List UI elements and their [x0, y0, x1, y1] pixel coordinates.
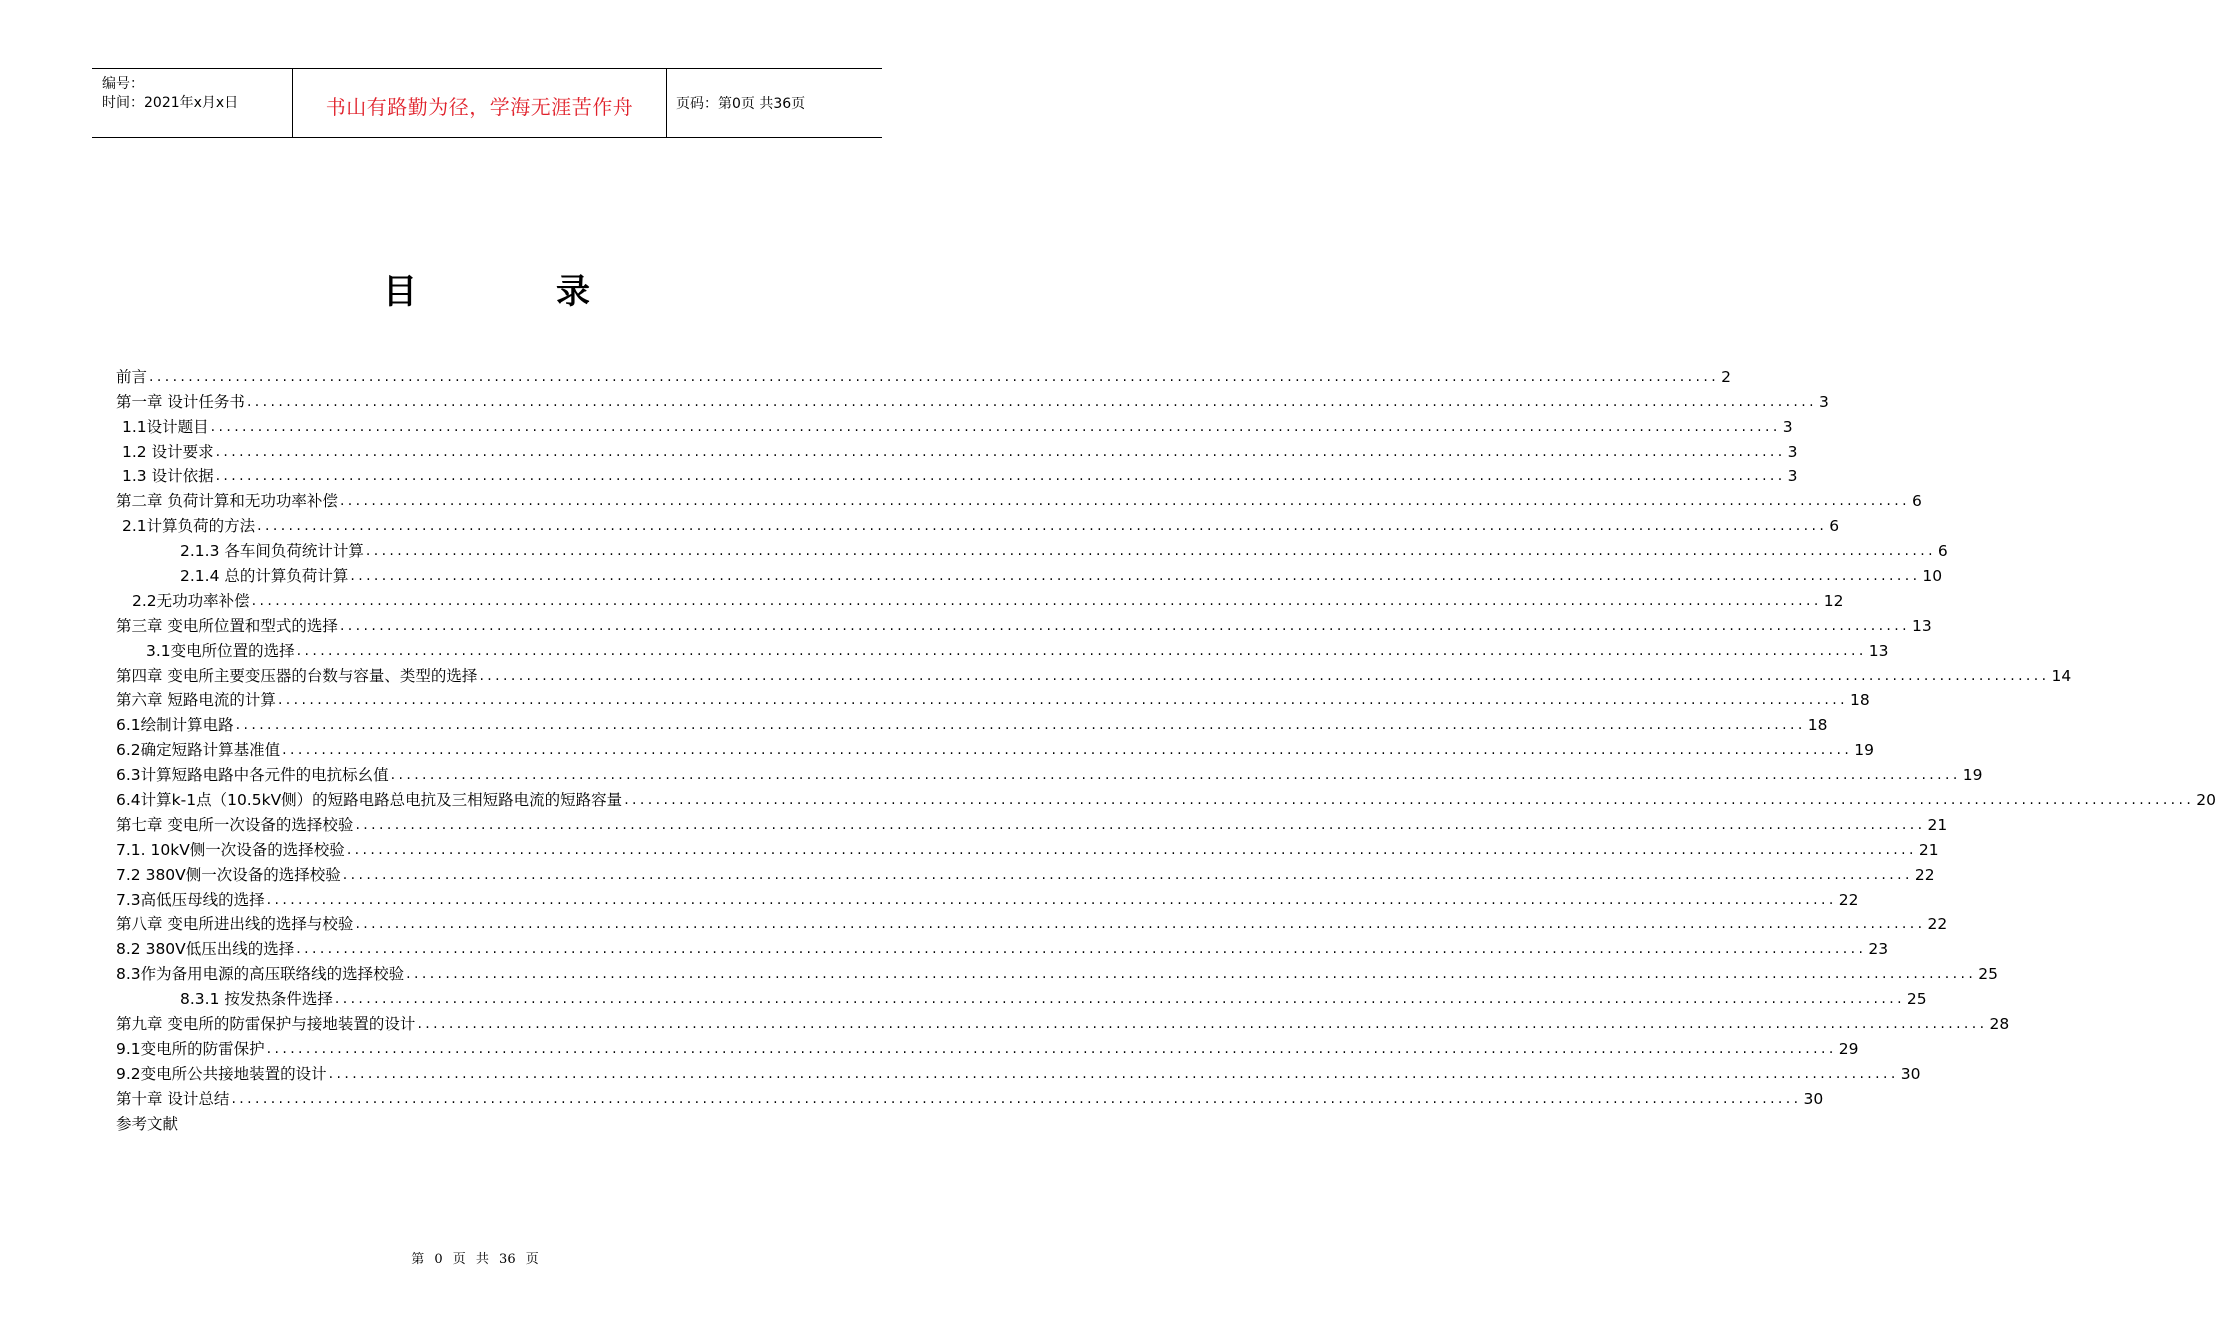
toc-leader-dots: ........................................................................................................................................................................................................ — [257, 518, 1828, 535]
toc-entry-title: 6.2确定短路计算基准值 — [116, 741, 281, 760]
title-char-2: 录 — [556, 272, 590, 312]
toc-entry-title: 前言 — [116, 367, 148, 386]
toc-entry[interactable] — [116, 984, 1927, 1009]
toc-page-number: 2 — [1721, 367, 1731, 386]
toc-entry-title: 6.1绘制计算电路 — [116, 716, 234, 735]
toc-entry-title: 第二章 负荷计算和无功功率补偿 — [116, 492, 338, 511]
toc-leader-dots: ........................................................................................................................................................................................................ — [346, 841, 1917, 858]
toc-entry-title: 1.3 设计依据 — [122, 467, 214, 486]
toc-entry[interactable] — [116, 462, 1798, 487]
toc-entry[interactable] — [116, 1009, 2010, 1034]
toc-page-number: 22 — [1927, 915, 1948, 934]
toc-page-number: 21 — [1927, 815, 1948, 834]
toc-entry-title: 第一章 设计任务书 — [116, 392, 245, 411]
toc-entry-title: 6.3计算短路电路中各元件的电抗标幺值 — [116, 766, 389, 785]
toc-page-number: 29 — [1838, 1039, 1859, 1058]
toc-page-number: 25 — [1978, 965, 1998, 984]
toc-leader-dots: ........................................................................................................................................................................................................ — [266, 1040, 1837, 1057]
toc-entry-title: 2.1.3 各车间负荷统计计算 — [180, 542, 364, 561]
toc-entry-title: 2.2无功功率补偿 — [132, 591, 250, 610]
toc-page-number: 30 — [1900, 1064, 1921, 1083]
toc-leader-dots: ........................................................................................................................................................................................................ — [479, 667, 2050, 684]
toc-entry-title: 第八章 变电所进出线的选择与校验 — [116, 915, 354, 934]
toc-leader-dots: ........................................................................................................................................................................................................ — [390, 767, 1961, 784]
toc-leader-dots: ........................................................................................................................................................................................................ — [355, 816, 1926, 833]
page-header — [92, 68, 882, 138]
toc-leader-dots: ........................................................................................................................................................................................................ — [149, 368, 1720, 385]
toc-leader-dots: ........................................................................................................................................................................................................ — [215, 468, 1786, 485]
header-page-cell — [666, 69, 882, 137]
toc-entry[interactable] — [116, 735, 1874, 760]
toc-entry[interactable] — [116, 910, 1948, 935]
toc-entry[interactable] — [116, 636, 1889, 661]
toc-entry[interactable] — [116, 1059, 1921, 1084]
toc-leader-dots: ........................................................................................................................................................................................................ — [334, 991, 1905, 1008]
toc-page-number: 3 — [1782, 417, 1793, 436]
toc-page-number: 18 — [1849, 691, 1870, 710]
document-number-label: 编号： — [102, 76, 144, 92]
toc-leader-dots: ........................................................................................................................................................................................................ — [339, 617, 1910, 634]
page-title — [0, 264, 950, 314]
toc-leader-dots: ........................................................................................................................................................................................................ — [624, 792, 2195, 809]
toc-entry-title: 9.2变电所公共接地装置的设计 — [116, 1064, 327, 1083]
toc-page-number: 20 — [2196, 791, 2216, 810]
toc-entry[interactable] — [116, 885, 1859, 910]
toc-entry[interactable] — [116, 686, 1870, 711]
toc-page-number: 19 — [1854, 741, 1874, 760]
toc-entry-title: 2.1计算负荷的方法 — [122, 517, 256, 536]
toc-entry[interactable] — [116, 835, 1939, 860]
toc-entry[interactable] — [116, 934, 1889, 959]
toc-entry[interactable] — [116, 536, 1948, 561]
toc-page-number: 3 — [1787, 467, 1798, 486]
toc-entry[interactable] — [116, 437, 1798, 462]
toc-leader-dots: ........................................................................................................................................................................................................ — [365, 543, 1936, 560]
page-footer: 第 0 页 共 36 页 — [411, 1252, 539, 1267]
toc-page-number: 28 — [1989, 1015, 2010, 1034]
toc-entry-title: 第十章 设计总结 — [116, 1089, 230, 1108]
toc-leader-dots: ........................................................................................................................................................................................................ — [296, 642, 1867, 659]
toc-entry[interactable] — [116, 561, 1943, 586]
toc-entry[interactable] — [116, 362, 1731, 387]
toc-page-number: 21 — [1918, 840, 1939, 859]
title-char-1: 目 — [383, 272, 417, 312]
toc-leader-dots: ........................................................................................................................................................................................................ — [342, 866, 1913, 883]
header-motto: 书山有路勤为径，学海无涯苦作舟 — [325, 95, 634, 119]
document-time-label: 时间：2021年x月x日 — [102, 95, 239, 111]
toc-page-number: 19 — [1962, 766, 1983, 785]
toc-entry[interactable] — [116, 412, 1793, 437]
toc-page-number: 6 — [1911, 492, 1922, 511]
toc-leader-dots: ........................................................................................................................................................................................................ — [417, 1016, 1988, 1033]
header-page-info: 页码：第0页 共36页 — [676, 96, 806, 112]
toc-page-number: 10 — [1922, 567, 1943, 586]
toc-entry-title: 1.1设计题目 — [122, 417, 209, 436]
toc-leader-dots: ........................................................................................................................................................................................................ — [266, 891, 1837, 908]
toc-leader-dots: ........................................................................................................................................................................................................ — [251, 592, 1822, 609]
toc-entry[interactable] — [116, 387, 1829, 412]
toc-entry[interactable] — [116, 1084, 1824, 1109]
toc-entry-title: 8.3.1 按发热条件选择 — [180, 990, 333, 1009]
toc-leader-dots: ........................................................................................................................................................................................................ — [231, 1090, 1802, 1107]
toc-leader-dots: ........................................................................................................................................................................................................ — [296, 941, 1867, 958]
toc-entry[interactable] — [116, 785, 2216, 810]
toc-leader-dots: ........................................................................................................................................................................................................ — [339, 493, 1910, 510]
toc-entry[interactable] — [116, 959, 1998, 984]
header-info-cell — [92, 69, 292, 137]
toc-entry-title: 2.1.4 总的计算负荷计算 — [180, 567, 349, 586]
toc-leader-dots: ........................................................................................................................................................................................................ — [355, 916, 1926, 933]
toc-entry[interactable] — [116, 1034, 1859, 1059]
toc-entry-title: 3.1变电所位置的选择 — [146, 641, 295, 660]
toc-page-number: 6 — [1937, 542, 1948, 561]
toc-leader-dots: ........................................................................................................................................................................................................ — [215, 443, 1786, 460]
toc-page-number: 6 — [1829, 517, 1840, 536]
toc-leader-dots: ........................................................................................................................................................................................................ — [235, 717, 1806, 734]
toc-entry[interactable] — [116, 611, 1932, 636]
toc-page-number: 12 — [1823, 591, 1844, 610]
toc-entry-title: 8.3作为备用电源的高压联络线的选择校验 — [116, 965, 405, 984]
toc-page-number: 23 — [1868, 940, 1889, 959]
toc-leader-dots: ........................................................................................................................................................................................................ — [210, 418, 1781, 435]
toc-entry-title: 第七章 变电所一次设备的选择校验 — [116, 815, 354, 834]
toc-entry[interactable] — [116, 511, 1840, 536]
toc-entry-title: 6.4计算k-1点（10.5kV侧）的短路电路总电抗及三相短路电流的短路容量 — [116, 791, 623, 810]
toc-leader-dots: ........................................................................................................................................................................................................ — [277, 692, 1848, 709]
toc-page-number: 14 — [2051, 666, 2072, 685]
toc-entry[interactable] — [116, 860, 1935, 885]
toc-leader-dots: ........................................................................................................................................................................................................ — [282, 742, 1853, 759]
toc-page-number: 3 — [1818, 392, 1829, 411]
toc-entry-title: 7.2 380V侧一次设备的选择校验 — [116, 865, 341, 884]
toc-entry-title: 8.2 380V低压出线的选择 — [116, 940, 295, 959]
toc-leader-dots: ........................................................................................................................................................................................................ — [406, 966, 1977, 983]
toc-entry[interactable] — [116, 810, 1948, 835]
header-motto-cell — [292, 69, 667, 137]
toc-entry-title: 第九章 变电所的防雷保护与接地装置的设计 — [116, 1015, 416, 1034]
toc-entry[interactable] — [116, 486, 1922, 511]
toc-leader-dots: ........................................................................................................................................................................................................ — [350, 568, 1921, 585]
toc-entry-title: 9.1变电所的防雷保护 — [116, 1039, 265, 1058]
toc-page-number: 30 — [1803, 1089, 1824, 1108]
toc-entry-title: 第六章 短路电流的计算 — [116, 691, 276, 710]
toc-entry-title: 第三章 变电所位置和型式的选择 — [116, 616, 338, 635]
toc-entry[interactable] — [116, 661, 2072, 686]
toc-leader-dots: ........................................................................................................................................................................................................ — [328, 1065, 1899, 1082]
toc-leader-dots: ........................................................................................................................................................................................................ — [246, 393, 1817, 410]
toc-entry-title: 7.3高低压母线的选择 — [116, 890, 265, 909]
toc-entry[interactable] — [116, 710, 1828, 735]
toc-page-number: 22 — [1838, 890, 1859, 909]
toc-entry-title: 7.1. 10kV侧一次设备的选择校验 — [116, 840, 345, 859]
toc-page-number: 22 — [1914, 865, 1935, 884]
toc-entry-title: 第四章 变电所主要变压器的台数与容量、类型的选择 — [116, 666, 478, 685]
toc-page-number: 25 — [1906, 990, 1927, 1009]
toc-page-number: 13 — [1868, 641, 1889, 660]
table-of-contents — [116, 362, 2216, 1134]
toc-page-number: 13 — [1911, 616, 1932, 635]
toc-entry-title: 参考文献 — [116, 1114, 179, 1133]
toc-entry[interactable] — [116, 1109, 860, 1134]
toc-entry[interactable] — [116, 760, 1983, 785]
toc-entry-title: 1.2 设计要求 — [122, 442, 214, 461]
toc-entry[interactable] — [116, 586, 1844, 611]
toc-page-number: 18 — [1807, 716, 1828, 735]
toc-page-number: 3 — [1787, 442, 1798, 461]
